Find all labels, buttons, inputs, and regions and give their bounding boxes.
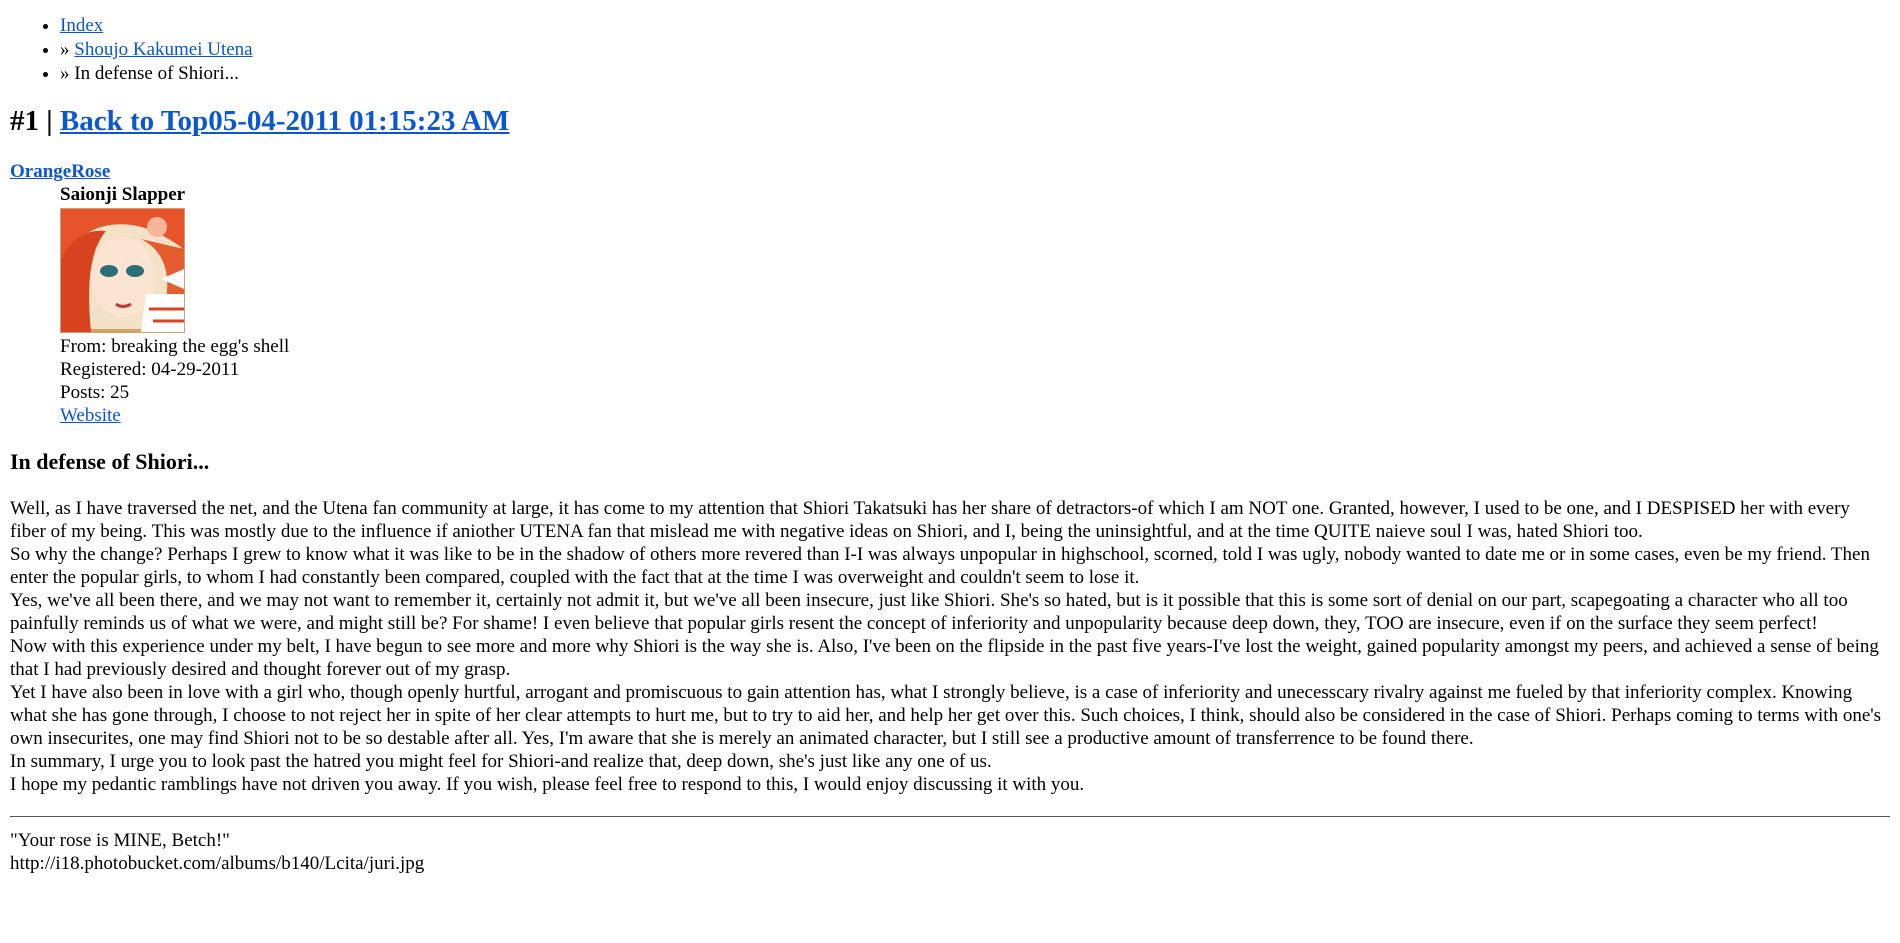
post-paragraph: In summary, I urge you to look past the hatred you might feel for Shiori-and realize that, deep down, she's just like any one of us.: [10, 751, 992, 772]
breadcrumb: [0, 14, 1900, 86]
post-number: #1 |: [10, 105, 60, 137]
post-timestamp: 05-04-2011 01:15:23 AM: [208, 105, 510, 137]
avatar: [60, 208, 185, 333]
post-paragraph: Now with this experience under my belt, I have begun to see more and more why Shiori is the way she is. Also, I've been on the flipside in the past five years-I've lost the weight, gained popularity amongst my peers, and achieved a sense of being that I had previously desired and thought forever out of my grasp.: [10, 636, 1879, 680]
forum-link[interactable]: Shoujo Kakumei Utena: [74, 39, 253, 60]
author-post-count: Posts: 25: [60, 382, 130, 403]
author-block: [10, 160, 1900, 183]
index-link[interactable]: Index: [60, 15, 104, 36]
back-to-top-link[interactable]: [60, 105, 510, 137]
breadcrumb-item-forum: [60, 38, 1900, 62]
post-paragraph: Yet I have also been in love with a girl who, though openly hurtful, arrogant and promiscuous to gain attention has, what I strongly believe, is a case of inferiority and unecesscary rivalry against me fueled by that inferiority complex. Knowing what she has gone through, I choose to not reject her in spite of her clear attempts to hurt me, but to try to aid her, and help her get over this. Such choices, I think, should also be considered in the case of Shiori. Perhaps coming to terms with one's own insecurites, one may find Shiori not to be so destable after all. Yes, I'm aware that she is merely an animated character, but I still see a productive amount of transferrence to be found there.: [10, 682, 1882, 749]
author-website-link[interactable]: Website: [60, 405, 121, 426]
author-name-link[interactable]: OrangeRose: [10, 161, 111, 182]
signature-quote: "Your rose is MINE, Betch!": [10, 830, 230, 851]
signature: [10, 829, 1900, 875]
signature-divider: [10, 816, 1890, 817]
signature-url: http://i18.photobucket.com/albums/b140/Lcita/juri.jpg: [10, 853, 425, 874]
breadcrumb-item-topic: [60, 62, 1900, 86]
back-to-top-label: Back to Top: [59, 105, 209, 137]
post-paragraph: So why the change? Perhaps I grew to know what it was like to be in the shadow of others more revered than I-I was always unpopular in highschool, scorned, told I was ugly, nobody wanted to date me or in some cases, even be my friend. Then enter the popular girls, to whom I had constantly been compared, coupled with the fact that at the time I was overweight and couldn't seem to lose it.: [10, 544, 1870, 588]
breadcrumb-separator: »: [60, 63, 75, 84]
breadcrumb-item-index: [60, 14, 1900, 38]
author-website-row: [60, 404, 1900, 427]
breadcrumb-separator: »: [60, 39, 75, 60]
post-paragraph: Yes, we've all been there, and we may not want to remember it, certainly not admit it, but we've all been insecure, just like Shiori. She's so hated, but is it possible that this is some sort of denial on our part, scapegoating a character who all too painfully reminds us of what we were, and might still be? For shame! I even believe that popular girls resent the concept of inferiority and unpopularity because deep down, they, TOO are insecure, even if on the surface they seem perfect!: [10, 590, 1848, 634]
author-registered: Registered: 04-29-2011: [60, 359, 240, 380]
post-header: [10, 104, 1900, 138]
post-body: [10, 497, 1890, 796]
post-paragraph: Well, as I have traversed the net, and the Utena fan community at large, it has come to my attention that Shiori Takatsuki has her share of detractors-of which I am NOT one. Granted, however, I used to be one, and I DESPISED her with every fiber of my being. This was mostly due to the influence if aniother UTENA fan that mislead me with negative ideas on Shiori, and I, being the uninsightful, and at the time QUITE naieve soul I was, hated Shiori too.: [10, 498, 1850, 542]
author-title: Saionji Slapper: [60, 184, 186, 205]
breadcrumb-current-topic: In defense of Shiori...: [74, 63, 239, 84]
topic-title: In defense of Shiori...: [10, 449, 210, 474]
author-meta: [60, 183, 1900, 427]
author-location: From: breaking the egg's shell: [60, 336, 290, 357]
post-paragraph: I hope my pedantic ramblings have not driven you away. If you wish, please feel free to respond to this, I would enjoy discussing it with you.: [10, 774, 1085, 795]
